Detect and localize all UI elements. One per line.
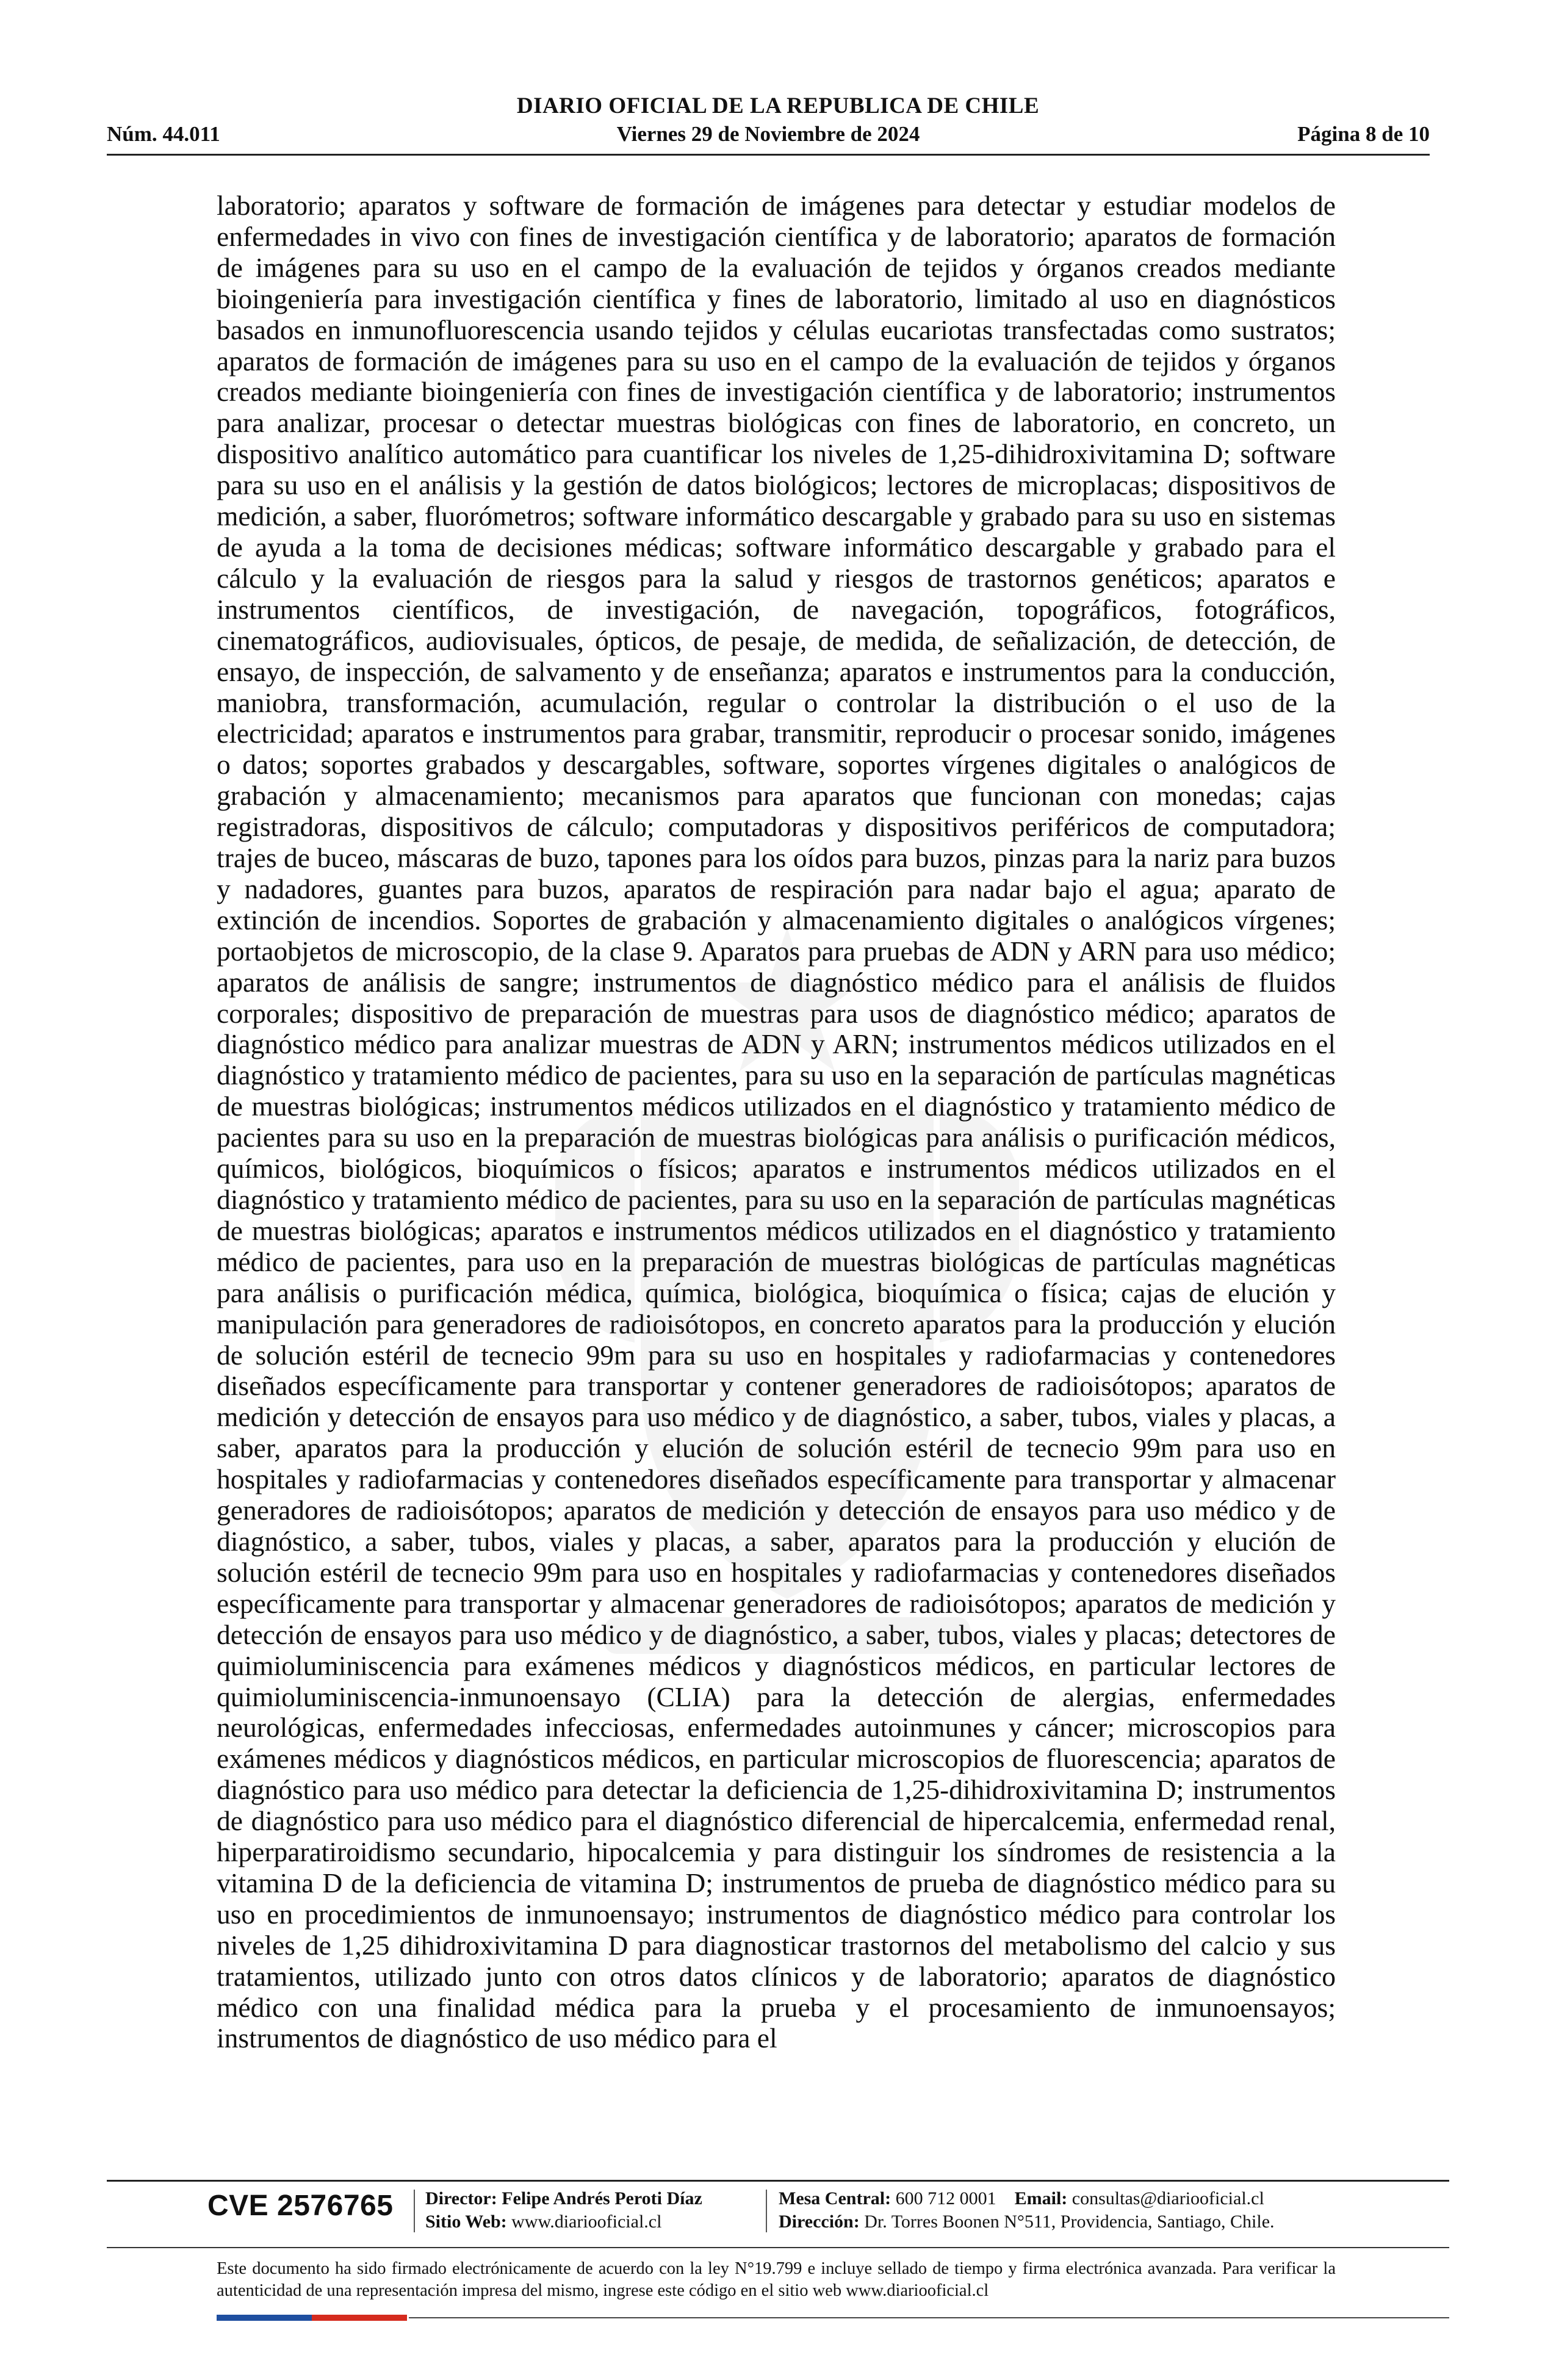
header-divider — [107, 154, 1430, 156]
body-text: laboratorio; aparatos y software de formación de imágenes para detectar y estudiar modelos de enfermedades in vivo con fines de investigación científica y de laboratorio; aparatos de formación de imágenes para su uso en el campo de la evaluación de tejidos y órganos creados mediante bioingeniería para investigación científica y fines de laboratorio, limitado al uso en diagnósticos basados en inmunofluorescencia usando tejidos y células eucariotas transfectadas como sustratos; aparatos de formación de imágenes para su uso en el campo de la evaluación de tejidos y órganos creados mediante bioingeniería con fines de investigación científica y de laboratorio; instrumentos para analizar, procesar o detectar muestras biológicas con fines de laboratorio, en concreto, un dispositivo analítico automático para cuantificar los niveles de 1,25-dihidroxivitamina D; software para su uso en el análisis y la gestión de datos biológicos; lectores de microplacas; dispositivos de medición, a saber, fluorómetros; software informático descargable y grabado para su uso en sistemas de ayuda a la toma de decisiones médicas; software informático descargable y grabado para el cálculo y la evaluación de riesgos para la salud y riesgos de trastornos genéticos; aparatos e instrumentos científicos, de investigación, de navegación, topográficos, fotográficos, cinematográficos, audiovisuales, ópticos, de pesaje, de medida, de señalización, de detección, de ensayo, de inspección, de salvamento y de enseñanza; aparatos e instrumentos para la conducción, maniobra, transformación, acumulación, regular o controlar la distribución o el uso de la electricidad; aparatos e instrumentos para grabar, transmitir, reproducir o procesar sonido, imágenes o datos; soportes grabados y descargables, software, soportes vírgenes digitales o analógicos de grabación y almacenamiento; mecanismos para aparatos que funcionan con monedas; cajas registradoras, dispositivos de cálculo; computadoras y dispositivos periféricos de computadora; trajes de buceo, máscaras de buzo, tapones para los oídos para buzos, pinzas para la nariz para buzos y nadadores, guantes para buzos, aparatos de respiración para nadar bajo el agua; aparato de extinción de incendios. Soportes de grabación y almacenamiento digitales o analógicos vírgenes; portaobjetos de microscopio, de la clase 9. Aparatos para pruebas de ADN y ARN para uso médico; aparatos de análisis de sangre; instrumentos de diagnóstico médico para el análisis de fluidos corporales; dispositivo de preparación de muestras para usos de diagnóstico médico; aparatos de diagnóstico médico para analizar muestras de ADN y ARN; instrumentos médicos utilizados en el diagnóstico y tratamiento médico de pacientes, para su uso en la separación de partículas magnéticas de muestras biológicas; instrumentos médicos utilizados en el diagnóstico y tratamiento médico de pacientes para su uso en la preparación de muestras biológicas para análisis o purificación médicos, químicos, biológicos, bioquímicos o físicos; aparatos e instrumentos médicos utilizados en el diagnóstico y tratamiento médico de pacientes, para su uso en la separación de partículas magnéticas de muestras biológicas; aparatos e instrumentos médicos utilizados en el diagnóstico y tratamiento médico de pacientes, para uso en la preparación de muestras biológicas de partículas magnéticas para análisis o purificación médica, química, biológica, bioquímica o física; cajas de elución y manipulación para generadores de radioisótopos, en concreto aparatos para la producción y elución de solución estéril de tecnecio 99m para su uso en hospitales y radiofarmacias y contenedores diseñados específicamente para transportar y contener generadores de radioisótopos; aparatos de medición y detección de ensayos para uso médico y de diagnóstico, a saber, tubos, viales y placas, a saber, aparatos para la producción y elución de solución estéril de tecnecio 99m para uso en hospitales y radiofarmacias y contenedores diseñados específicamente para transportar y almacenar generadores de radioisótopos; aparatos de medición y detección de ensayos para uso médico y de diagnóstico, a saber, tubos, viales y placas, a saber, aparatos para la producción y elución de solución estéril de tecnecio 99m para uso en hospitales y radiofarmacias y contenedores diseñados específicamente para transportar y almacenar generadores de radioisótopos; aparatos de medición y detección de ensayos para uso médico y de diagnóstico, a saber, tubos, viales y placas; detectores de quimioluminiscencia para exámenes médicos y diagnósticos médicos, en particular lectores de quimioluminiscencia-inmunoensayo (CLIA) para la detección de alergias, enfermedades neurológicas, enfermedades infecciosas, enfermedades autoinmunes y cáncer; microscopios para exámenes médicos y diagnósticos médicos, en particular microscopios de fluorescencia; aparatos de diagnóstico para uso médico para detectar la deficiencia de 1,25-dihidroxivitamina D; instrumentos de diagnóstico para uso médico para el diagnóstico diferencial de hipercalcemia, enfermedad renal, hiperparatiroidismo secundario, hipocalcemia y para distinguir los síndromes de resistencia a la vitamina D de la deficiencia de vitamina D; instrumentos de prueba de diagnóstico médico para su uso en procedimientos de inmunoensayo; instrumentos de diagnóstico médico para controlar los niveles de 1,25 dihidroxivitamina D para diagnosticar trastornos del metabolismo del calcio y sus tratamientos, utilizado junto con otros datos clínicos y de laboratorio; aparatos de diagnóstico médico con una finalidad médica para la prueba y el procesamiento de inmunoensayos; instrumentos de diagnóstico de uso médico para el — [217, 190, 1336, 2054]
issue-date: Viernes 29 de Noviembre de 2024 — [616, 122, 920, 146]
issue-number: Núm. 44.011 — [107, 122, 220, 146]
site-label: Sitio Web: — [425, 2212, 507, 2232]
footer-divider-bottom — [409, 2317, 1449, 2318]
header-row — [107, 122, 1430, 151]
flag-stripe-red — [312, 2315, 407, 2321]
footer-director-block — [425, 2187, 702, 2234]
legal-notice: Este documento ha sido firmado electrónicamente de acuerdo con la ley N°19.799 e incluye sellado de tiempo y firma electrónica avanzada. Para verificar la autenticidad de una representación impresa del mismo, ingrese este código en el sitio web www.diariooficial.cl — [217, 2259, 1336, 2300]
footer-separator — [766, 2190, 767, 2232]
director-name: Felipe Andrés Peroti Díaz — [502, 2188, 702, 2209]
site-link[interactable]: www.diariooficial.cl — [511, 2212, 662, 2232]
email-label: Email: — [1014, 2188, 1068, 2209]
phone-value: 600 712 0001 — [895, 2188, 996, 2209]
page-number: Página 8 de 10 — [1297, 122, 1430, 146]
flag-stripe — [217, 2315, 407, 2321]
address-value: Dr. Torres Boonen N°511, Providencia, Santiago, Chile. — [864, 2212, 1275, 2232]
director-label: Director: — [425, 2188, 497, 2209]
footer-separator — [414, 2190, 415, 2232]
cve-code: CVE 2576765 — [207, 2190, 394, 2222]
address-label: Dirección: — [779, 2212, 860, 2232]
newspaper-title: DIARIO OFICIAL DE LA REPUBLICA DE CHILE — [516, 93, 1040, 118]
phone-label: Mesa Central: — [779, 2188, 891, 2209]
flag-stripe-blue — [217, 2315, 312, 2321]
footer-contact-block — [779, 2187, 1275, 2234]
footer-divider-top — [107, 2180, 1449, 2182]
footer-divider-middle — [107, 2247, 1449, 2248]
email-link[interactable]: consultas@diariooficial.cl — [1072, 2188, 1264, 2209]
